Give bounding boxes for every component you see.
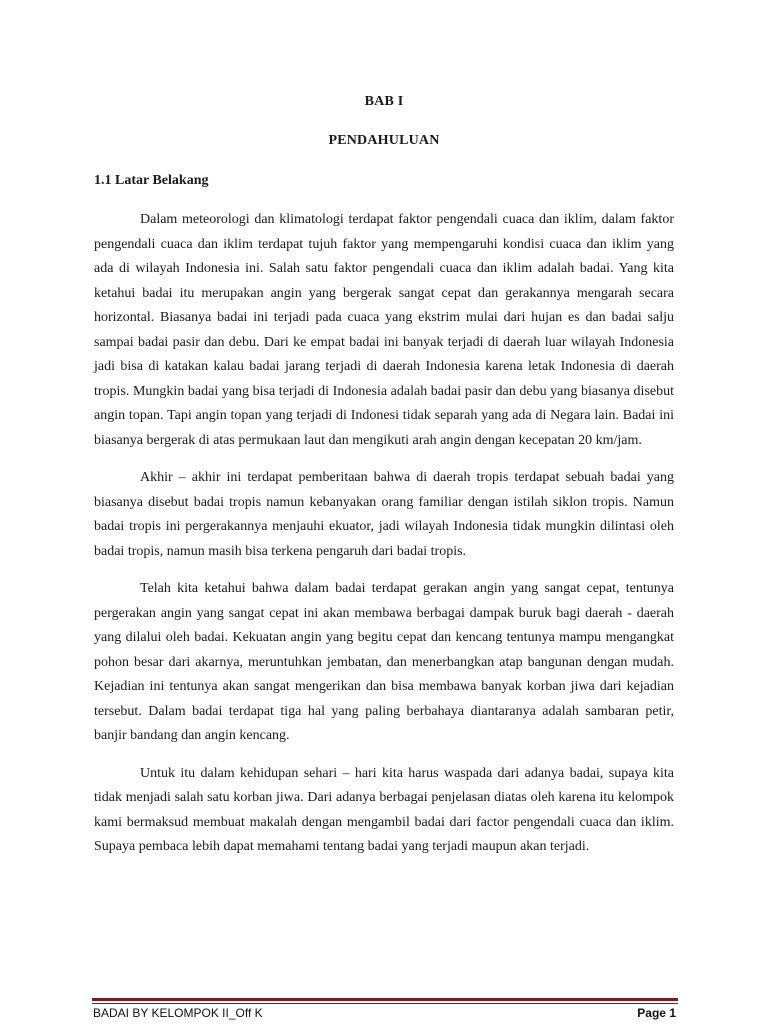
footer-rule [92, 998, 678, 1001]
chapter-title: PENDAHULUAN [328, 133, 440, 148]
chapter-number: BAB I [364, 94, 404, 109]
footer-title: BADAI BY KELOMPOK II_Off K [93, 1006, 263, 1020]
paragraph: Akhir – akhir ini terdapat pemberitaan bahwa di daerah tropis terdapat sebuah badai yang biasanya disebut badai tropis namun kebanyakan orang familiar dengan istilah siklon tropis. Namun badai tropis ini pergerakannya menjauhi ekuator, jadi wilayah Indonesia tidak mungkin dilintasi oleh badai tropis, namun masih bisa terkena pengaruh dari badai tropis. [94, 470, 674, 559]
section-heading: 1.1 Latar Belakang [94, 173, 209, 188]
footer-rule-thin [92, 1003, 678, 1004]
page-number: Page 1 [637, 1006, 676, 1020]
paragraph: Telah kita ketahui bahwa dalam badai terdapat gerakan angin yang sangat cepat, tentunya pergerakan angin yang sangat cepat ini akan membawa berbagai dampak buruk bagi daerah - daerah yang dilalui oleh badai. Kekuatan angin yang begitu cepat dan kencang tentunya mampu mengangkat pohon besar dari akarnya, meruntuhkan jembatan, dan menerbangkan atap bangunan dengan mudah. Kejadian ini tentunya akan sangat mengerikan dan bisa membawa banyak korban jiwa dari kejadian tersebut. Dalam badai terdapat tiga hal yang paling berbahaya diantaranya adalah sambaran petir, banjir bandang dan angin kencang. [94, 581, 674, 743]
paragraph: Dalam meteorologi dan klimatologi terdapat faktor pengendali cuaca dan iklim, dalam faktor pengendali cuaca dan iklim terdapat tujuh faktor yang mempengaruhi kondisi cuaca dan iklim yang ada di wilayah Indonesia ini. Salah satu faktor pengendali cuaca dan iklim adalah badai. Yang kita ketahui badai itu merupakan angin yang bergerak sangat cepat dan gerakannya mengarah secara horizontal. Biasanya badai ini terjadi pada cuaca yang ekstrim mulai dari hujan es dan badai salju sampai badai pasir dan debu. Dari ke empat badai ini banyak terjadi di daerah luar wilayah Indonesia jadi bisa di katakan kalau badai jarang terjadi di daerah Indonesia karena letak Indonesia di daerah tropis. Mungkin badai yang bisa terjadi di Indonesia adalah badai pasir dan debu yang biasanya disebut angin topan. Tapi angin topan yang terjadi di Indonesi tidak separah yang ada di Negara lain. Badai ini biasanya bergerak di atas permukaan laut dan mengikuti arah angin dengan kecepatan 20 km/jam. [94, 212, 674, 448]
body-text [94, 208, 674, 873]
paragraph: Untuk itu dalam kehidupan sehari – hari kita harus waspada dari adanya badai, supaya kita tidak menjadi salah satu korban jiwa. Dari adanya berbagai penjelasan diatas oleh karena itu kelompok kami bermaksud membuat makalah dengan mengambil badai dari factor pengendali cuaca dan iklim. Supaya pembaca lebih dapat memahami tentang badai yang terjadi maupun akan terjadi. [94, 765, 674, 854]
